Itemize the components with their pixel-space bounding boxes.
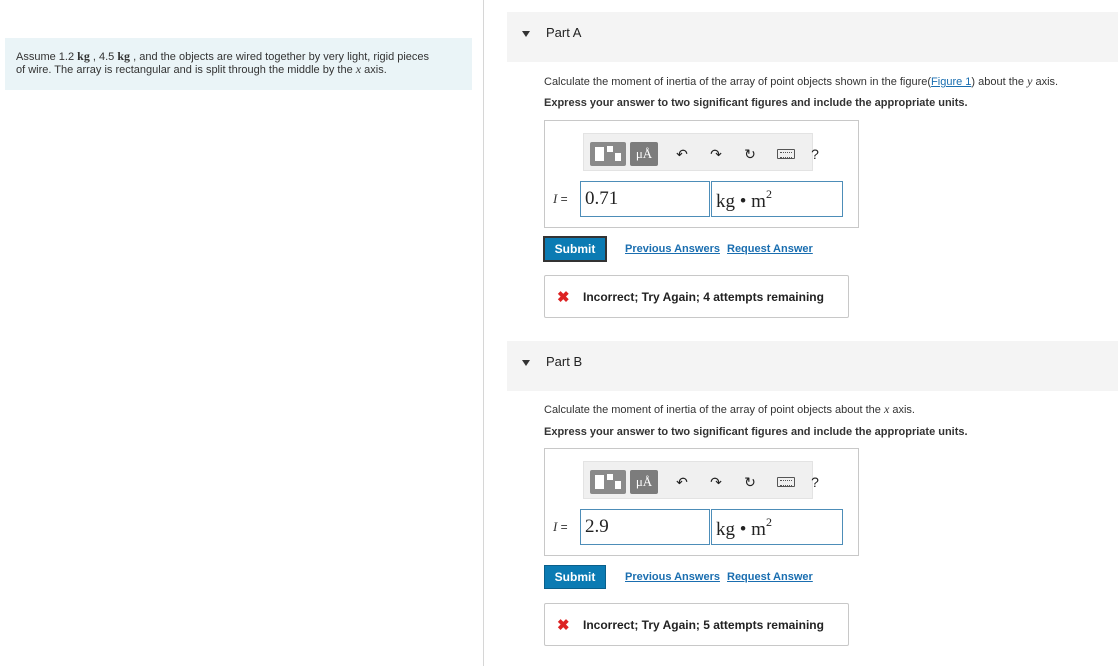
part-b-equals: = <box>557 520 568 534</box>
collapse-triangle-icon[interactable] <box>522 360 530 366</box>
part-b-label: Part B <box>546 354 583 369</box>
part-b-feedback-text: Incorrect; Try Again; 5 attempts remaining <box>583 618 824 632</box>
part-a-value-input[interactable]: 0.71 <box>580 181 710 217</box>
help-icon[interactable]: ? <box>811 474 819 490</box>
part-b-variable-label <box>553 519 568 535</box>
problem-text-5: axis. <box>361 64 387 76</box>
part-b-toolbar <box>583 461 819 499</box>
part-a-label: Part A <box>546 25 582 40</box>
part-b-unit-exp: 2 <box>765 515 772 529</box>
part-a-header[interactable] <box>507 12 1118 62</box>
part-a-axis: y <box>1027 74 1033 88</box>
units-icon[interactable]: μÅ <box>630 470 658 494</box>
part-b-previous-answers-link[interactable]: Previous Answers <box>625 571 720 583</box>
template-icon[interactable] <box>590 142 626 166</box>
redo-icon[interactable]: ↷ <box>710 474 722 490</box>
problem-unit-kg-1: kg <box>77 49 90 63</box>
problem-text-3: , and the objects are wired together by very light, rigid pieces <box>130 51 430 63</box>
part-a-request-answer-link[interactable]: Request Answer <box>727 243 813 255</box>
redo-icon[interactable]: ↷ <box>710 146 722 162</box>
part-a-feedback-text: Incorrect; Try Again; 4 attempts remaining <box>583 290 824 304</box>
part-a-unit-input[interactable] <box>711 181 843 217</box>
part-a-question-text-3: axis. <box>1032 76 1059 88</box>
part-a-unit-exp: 2 <box>765 187 772 201</box>
help-icon[interactable]: ? <box>811 146 819 162</box>
undo-icon[interactable]: ↶ <box>676 146 688 162</box>
part-b-instructions: Express your answer to two significant figures and include the appropriate units. <box>544 426 968 438</box>
error-x-icon: ✖ <box>557 289 570 306</box>
problem-statement <box>5 38 472 90</box>
reset-icon[interactable]: ↻ <box>744 474 756 490</box>
problem-text-2: , 4.5 <box>89 51 118 63</box>
part-b-value-input[interactable]: 2.9 <box>580 509 710 545</box>
part-a-variable-label <box>553 191 568 207</box>
part-b-request-answer-link[interactable]: Request Answer <box>727 571 813 583</box>
reset-icon[interactable]: ↻ <box>744 146 756 162</box>
units-icon[interactable]: μÅ <box>630 142 658 166</box>
part-b-unit-input[interactable] <box>711 509 843 545</box>
part-b-question-text-1: Calculate the moment of inertia of the array of point objects about the <box>544 404 884 416</box>
part-b-submit-button[interactable]: Submit <box>544 565 606 589</box>
error-x-icon: ✖ <box>557 617 570 634</box>
part-b-var: I <box>553 519 558 534</box>
part-b-axis: x <box>883 402 890 416</box>
part-a-submit-button[interactable]: Submit <box>544 237 606 261</box>
part-a-question <box>544 74 1058 89</box>
keyboard-icon[interactable] <box>777 477 795 487</box>
part-a-feedback <box>544 275 849 318</box>
undo-icon[interactable]: ↶ <box>676 474 688 490</box>
template-icon[interactable] <box>590 470 626 494</box>
problem-text-1: Assume 1.2 <box>16 51 78 63</box>
keyboard-icon[interactable] <box>777 149 795 159</box>
part-b-answer-box <box>544 448 859 556</box>
part-a-equals: = <box>557 192 568 206</box>
part-b-question-text-2: axis. <box>889 404 915 416</box>
left-panel <box>0 0 484 666</box>
part-a-var: I <box>553 191 558 206</box>
problem-unit-kg-2: kg <box>117 49 131 63</box>
part-b-header[interactable] <box>507 341 1118 391</box>
problem-axis-x: x <box>355 62 362 76</box>
figure-link[interactable]: Figure 1 <box>931 76 972 88</box>
part-a-instructions: Express your answer to two significant figures and include the appropriate units. <box>544 97 968 109</box>
collapse-triangle-icon[interactable] <box>522 31 530 37</box>
part-a-unit: kg • m <box>716 191 766 212</box>
part-a-question-text-2: ) about the <box>971 76 1028 88</box>
problem-text-4: of wire. The array is rectangular and is split through the middle by the <box>16 64 356 76</box>
part-b-question <box>544 402 915 417</box>
part-a-previous-answers-link[interactable]: Previous Answers <box>625 243 720 255</box>
part-a-toolbar <box>583 133 819 171</box>
part-b-feedback <box>544 603 849 646</box>
part-a-question-text-1: Calculate the moment of inertia of the array of point objects shown in the figure( <box>544 76 932 88</box>
part-a-answer-box <box>544 120 859 228</box>
part-b-unit: kg • m <box>716 519 766 540</box>
